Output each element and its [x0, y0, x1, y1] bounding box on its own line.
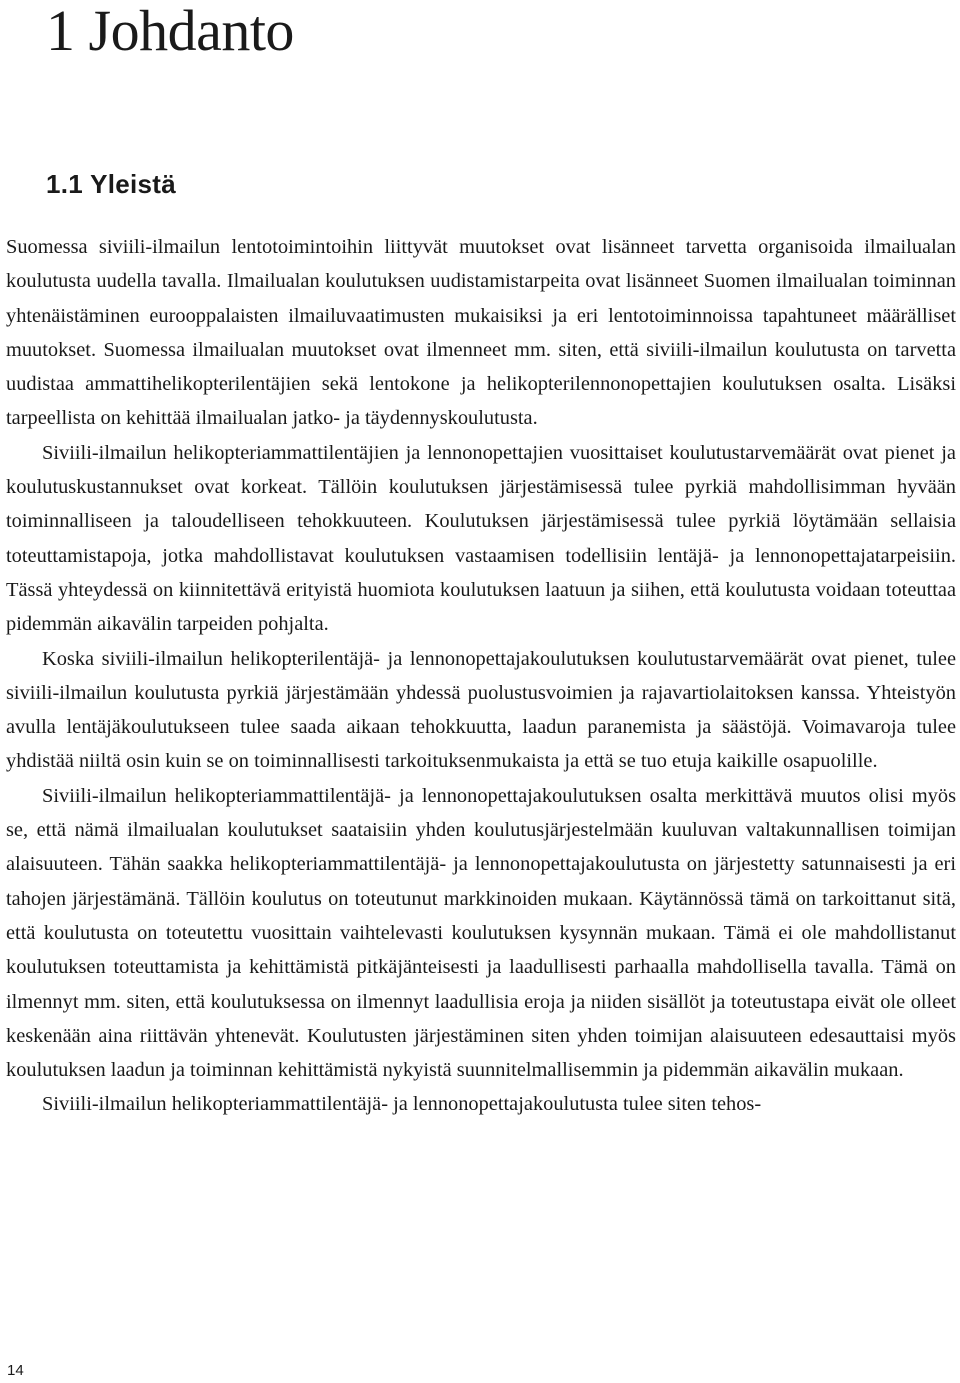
body-text — [6, 230, 956, 1122]
paragraph-3: Koska siviili-ilmailun helikopterilentäjä- ja lennonopettajakoulutuksen koulutustarvemäärät ovat pienet, tulee siviili-ilmailun koulutusta pyrkiä järjestämään yhdessä puolustusvoimien ja rajavartiolaitoksen kanssa. Yhteistyön avulla lentäjäkoulutukseen tulee saada aikaan tehokkuutta, laadun paranemista ja säästöjä. Voimavaroja tulee yhdistää niiltä osin kuin se on toiminnallisesti tarkoituksenmukaista ja että se tuo etuja kaikille osapuolille. — [6, 647, 956, 773]
paragraph-1: Suomessa siviili-ilmailun lentotoimintoihin liittyvät muutokset ovat lisänneet tarvetta organisoida ilmailualan koulutusta uudella tavalla. Ilmailualan koulutuksen uudistamistarpeita ovat lisänneet Suomen ilmailualan toiminnan yhtenäistäminen eurooppalaisten ilmailuvaatimusten mukaisiksi ja eri lentotoiminnoissa tapahtuneet määrälliset muutokset. Suomessa ilmailualan muutokset ovat ilmenneet mm. siten, että siviili-ilmailun koulutusta on tarvetta uudistaa ammattihelikopterilentäjien sekä lentokone ja helikopterilennonopettajien koulutuksen osalta. Lisäksi tarpeellista on kehittää ilmailualan jatko- ja täydennyskoulutusta. — [6, 236, 956, 430]
paragraph-2: Siviili-ilmailun helikopteriammattilentäjien ja lennonopettajien vuosittaiset koulutustarvemäärät ovat pienet ja koulutuskustannukset ovat korkeat. Tällöin koulutuksen järjestämisessä tulee pyrkiä mahdollisimman hyvään toiminnalliseen ja taloudelliseen tehokkuuteen. Koulutuksen järjestämisessä tulee pyrkiä löytämään sellaisia toteuttamistapoja, jotka mahdollistavat koulutuksen vastaamisen todellisiin lentäjä- ja lennonopettajatarpeisiin. Tässä yhteydessä on kiinnitettävä erityistä huomiota koulutuksen laatuun ja siihen, että koulutusta voidaan toteuttaa pidemmän aikavälin tarpeiden pohjalta. — [6, 441, 956, 636]
paragraph-4: Siviili-ilmailun helikopteriammattilentäjä- ja lennonopettajakoulutuksen osalta merkittävä muutos olisi myös se, että nämä ilmailualan koulutukset saataisiin yhden koulutusjärjestelmään kuuluvan valtakunnallisen toimijan alaisuuteen. Tähän saakka helikopteriammattilentäjä- ja lennonopettajakoulutusta on järjestetty satunnaisesti ja eri tahojen järjestämänä. Tällöin koulutus on toteutunut markkinoiden mukaan. Käytännössä tämä on tarkoittanut sitä, että koulutusta on toteutettu vuosittain vaihtelevasti koulutuksen kysynnän mukaan. Tämä ei ole mahdollistanut koulutuksen toteuttamista ja kehittämistä pitkäjänteisesti ja laadullisesti parhaalla mahdollisella tavalla. Tämä on ilmennyt mm. siten, että koulutuksessa on ilmennyt laadullisia eroja ja niiden sisällöt ja toteutustapa eivät ole olleet keskenään aina riittävän yhtenevät. Koulutusten järjestäminen siten yhden toimijan alaisuuteen edesauttaisi myös koulutuksen laadun ja toiminnan kehittämistä nykyistä suunnitelmallisemmin ja pidemmän aikavälin mukaan. — [6, 784, 956, 1082]
chapter-title: 1 Johdanto — [46, 0, 294, 63]
section-title: 1.1 Yleistä — [46, 169, 177, 199]
page-number: 14 — [7, 1362, 24, 1379]
paragraph-5: Siviili-ilmailun helikopteriammattilentäjä- ja lennonopettajakoulutusta tulee siten tehos- — [42, 1093, 762, 1116]
